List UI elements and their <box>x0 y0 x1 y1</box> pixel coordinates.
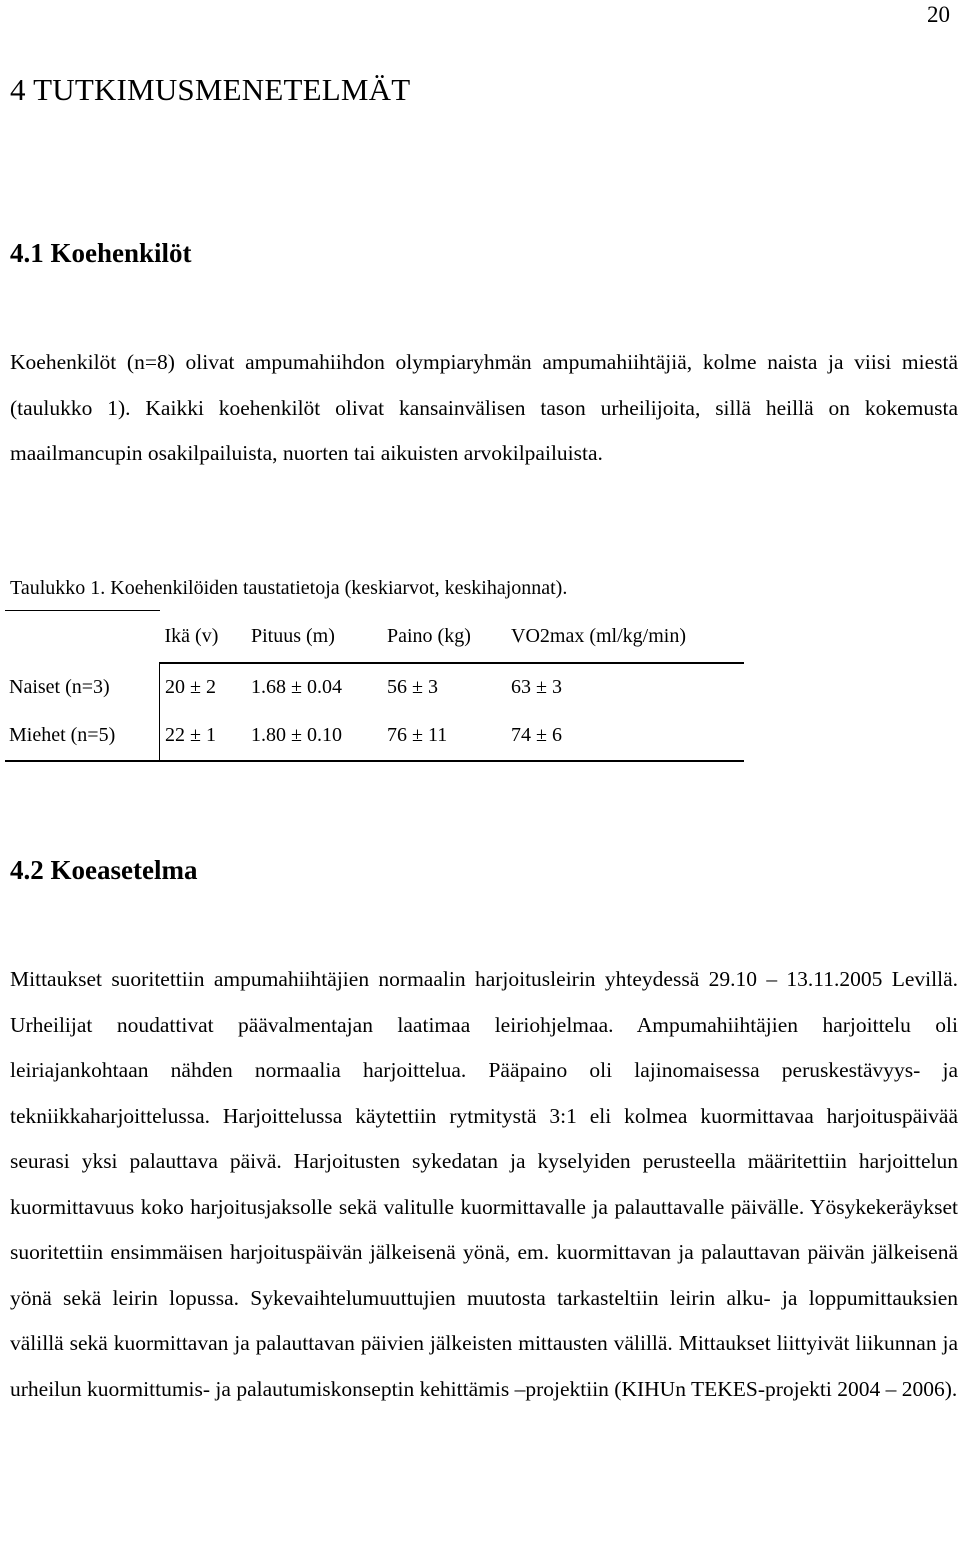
table-header-cell: Ikä (v) <box>160 611 252 663</box>
page-number: 20 <box>927 2 950 27</box>
table-header-row <box>5 611 744 663</box>
table-cell: 1.80 ± 0.10 <box>251 712 387 761</box>
section-paragraph-koehenkilot: Koehenkilöt (n=8) olivat ampumahiihdon olympiaryhmän ampumahiihtäjiä, kolme naista ja viisi miestä (taulukko 1). Kaikki koehenkilöt olivat kansainvälisen tason urheilijoita, sillä heillä on kokemusta maailmancupin osakilpailuista, nuorten tai aikuisten arvokilpailuista. <box>10 350 958 465</box>
section-title-koeasetelma: 4.2 Koeasetelma <box>10 855 198 885</box>
table-header-cell <box>5 611 160 663</box>
chapter-title: 4 TUTKIMUSMENETELMÄT <box>10 72 411 107</box>
table-cell: 20 ± 2 <box>165 676 216 698</box>
table-cell: 56 ± 3 <box>387 676 438 698</box>
table-cell: 1.68 ± 0.04 <box>251 676 342 698</box>
table-row-label: Miehet (n=5) <box>5 712 160 761</box>
table-row-label: Naiset (n=3) <box>5 663 160 712</box>
table-header-cell: Paino (kg) <box>387 611 511 663</box>
table-header-cell: VO2max (ml/kg/min) <box>511 611 744 663</box>
table-cell: 22 ± 1 <box>160 712 252 761</box>
table-cell: 63 ± 3 <box>511 676 562 698</box>
table-row <box>5 663 744 712</box>
table-cell: 76 ± 11 <box>387 712 511 761</box>
table-row <box>5 712 744 761</box>
section-paragraph-koeasetelma: Mittaukset suoritettiin ampumahiihtäjien normaalin harjoitusleirin yhteydessä 29.10 – 13.11.2005 Levillä. Urheilijat noudattivat päävalmentajan laatimaa leiriohjelmaa. Ampumahiihtäjien harjoittelu oli leiriajankohtaan nähden normaalia harjoittelua. Pääpaino oli lajinomaisessa peruskestävyys- ja tekniikkaharjoittelussa. Harjoittelussa käytettiin rytmitystä 3:1 eli kolmea kuormittavaa harjoituspäivää seurasi yksi palauttava päivä. Harjoitusten sykedatan ja kyselyiden perusteella määritettiin harjoittelun kuormittavuus koko harjoitusjaksolle sekä valitulle kuormittavalle ja palauttavalle päivälle. Yösykekeräykset suoritettiin ensimmäisen harjoituspäivän jälkeisenä yönä, em. kuormittavan ja palauttavan päivän jälkeisenä yönä sekä leirin lopussa. Sykevaihtelumuuttujien muutosta tarkasteltiin leirin alku- ja loppumittauksien välillä sekä kuormittavan ja palauttavan päivien jälkeisten mittausten välillä. Mittaukset liittyivät liikunnan ja urheilun kuormittumis- ja palautumiskonseptin kehittämis –projektiin (KIHUn TEKES-projekti 2004 – 2006). <box>10 967 958 1401</box>
subject-table <box>5 610 744 762</box>
table-cell: 74 ± 6 <box>511 712 744 761</box>
section-title-koehenkilot: 4.1 Koehenkilöt <box>10 238 192 268</box>
table-header-cell: Pituus (m) <box>251 611 387 663</box>
table-caption: Taulukko 1. Koehenkilöiden taustatietoja (keskiarvot, keskihajonnat). <box>10 577 568 599</box>
